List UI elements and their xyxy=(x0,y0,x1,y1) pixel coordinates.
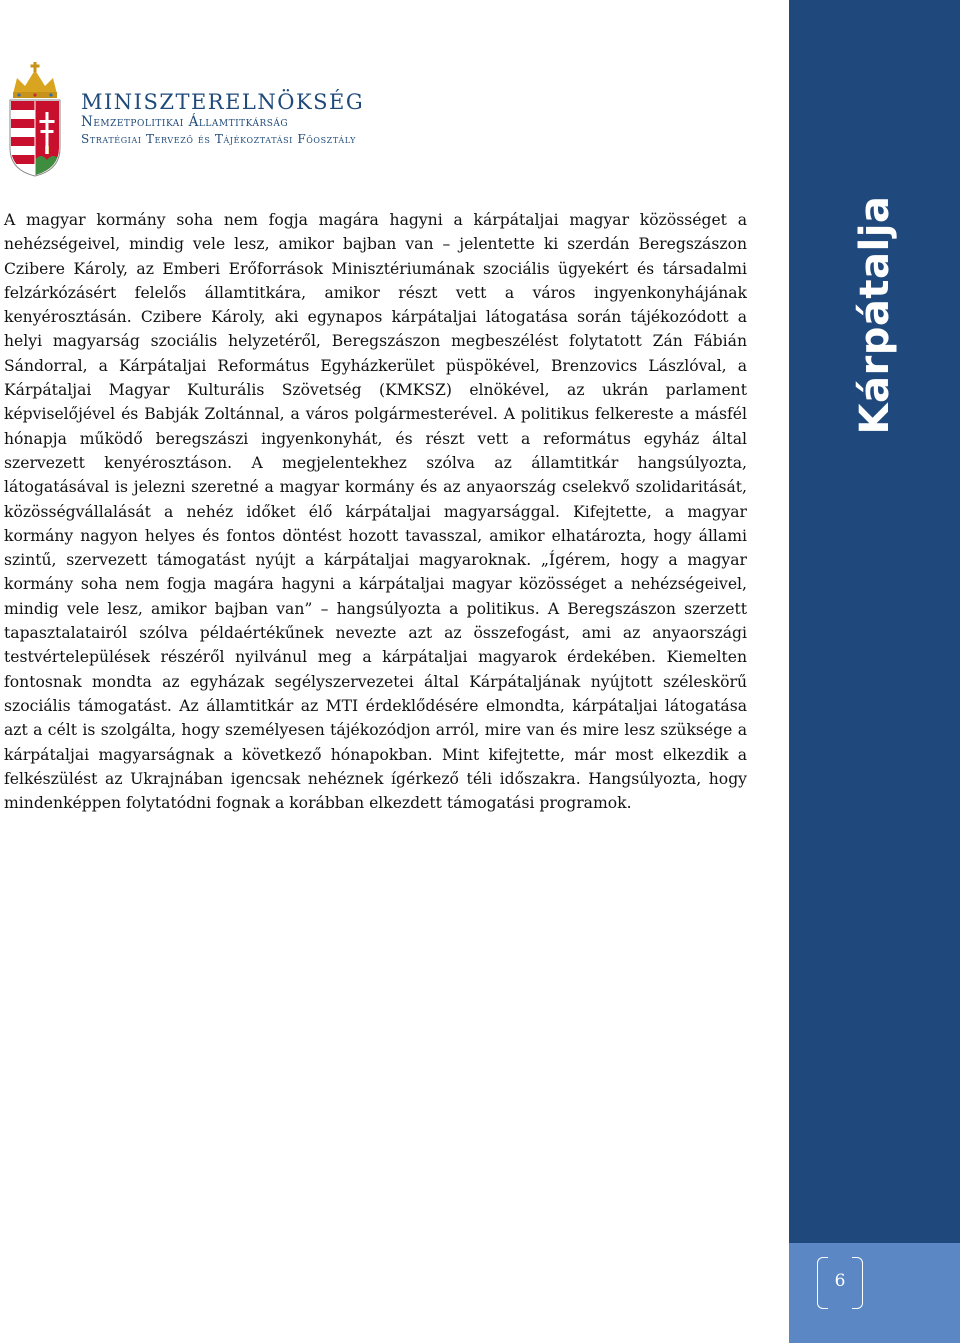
page-number: 6 xyxy=(834,1271,846,1291)
letterhead xyxy=(5,60,405,180)
sidebar xyxy=(789,0,960,1343)
page-number-box xyxy=(817,1257,863,1309)
organization-name xyxy=(81,90,364,147)
sidebar-footer xyxy=(789,1243,960,1343)
section-title: Kárpátalja xyxy=(852,195,898,435)
department-name: Stratégiai Tervező és Tájékoztatási Főosztály xyxy=(81,132,356,146)
hungarian-coat-of-arms-icon xyxy=(5,60,65,178)
state-secretariat-name: Nemzetpolitikai Államtitkárság xyxy=(81,114,289,130)
article-body: A magyar kormány soha nem fogja magára hagyni a kárpátaljai magyar közösséget a nehézségeivel, mindig vele lesz, amikor bajban van – jelentette ki szerdán Beregszászon Czibere Károly, az Emberi Erőforrások Minisztériumának szociális ügyekért és társadalmi felzárkózásért felelős államtitkára, amikor részt vett a város ingyenkonyhájának kenyérosztásán. Czibere Károly, aki egynapos kárpátaljai látogatása során tájékozódott a helyi magyarság szociális helyzetéről, Beregszászon megbeszélést folytatott Zán Fábián Sándorral, a Kárpátaljai Református Egyházkerület püspökével, Brenzovics Lászlóval, a Kárpátaljai Magyar Kulturális Szövetség (KMKSZ) elnökével, az ukrán parlament képviselőjével és Babják Zoltánnal, a város polgármesterével. A politikus felkereste a másfél hónapja működő beregszászi ingyenkonyhát, és részt vett a református egyház által szervezett kenyérosztáson. A megjelentekhez szólva az államtitkár hangsúlyozta, látogatásával is jelezni szeretné a magyar kormány és az anyaország cselekvő szolidaritását, közösségvállalását a nehéz időket élő kárpátaljai magyarsággal. Kifejtette, a magyar kormány nagyon helyes és fontos döntést hozott tavasszal, amikor elhatározta, hogy állami szintű, szervezett támogatást nyújt a kárpátaljai magyaroknak. „Ígérem, hogy a magyar kormány soha nem fogja magára hagyni a kárpátaljai magyar közösséget a nehézségeivel, mindig vele lesz, amikor bajban van” – hangsúlyozta a politikus. A Beregszászon szerzett tapasztalatairól szólva példaértékűnek nevezte azt az összefogást, ami az anyaországi testvértelepülések részéről nyilvánul meg a kárpátaljai magyarok érdekében. Kiemelten fontosnak mondta az egyházak segélyszervezetei által Kárpátaljának nyújtott széleskörű szociális támogatást. Az államtitkár az MTI érdeklődésére elmondta, kárpátaljai látogatása azt a célt is szolgálta, hogy személyesen tájékozódjon arról, mire van és mire lesz szüksége a kárpátaljai magyarságnak a következő hónapokban. Mint kifejtette, már most elkezdik a felkészülést az Ukrajnában igencsak nehéznek ígérkező téli időszakra. Hangsúlyozta, hogy mindenképpen folytatódni fognak a korábban elkezdett támogatási programok. xyxy=(4,211,747,813)
ministry-name: MINISZTERELNÖKSÉG xyxy=(81,90,365,114)
